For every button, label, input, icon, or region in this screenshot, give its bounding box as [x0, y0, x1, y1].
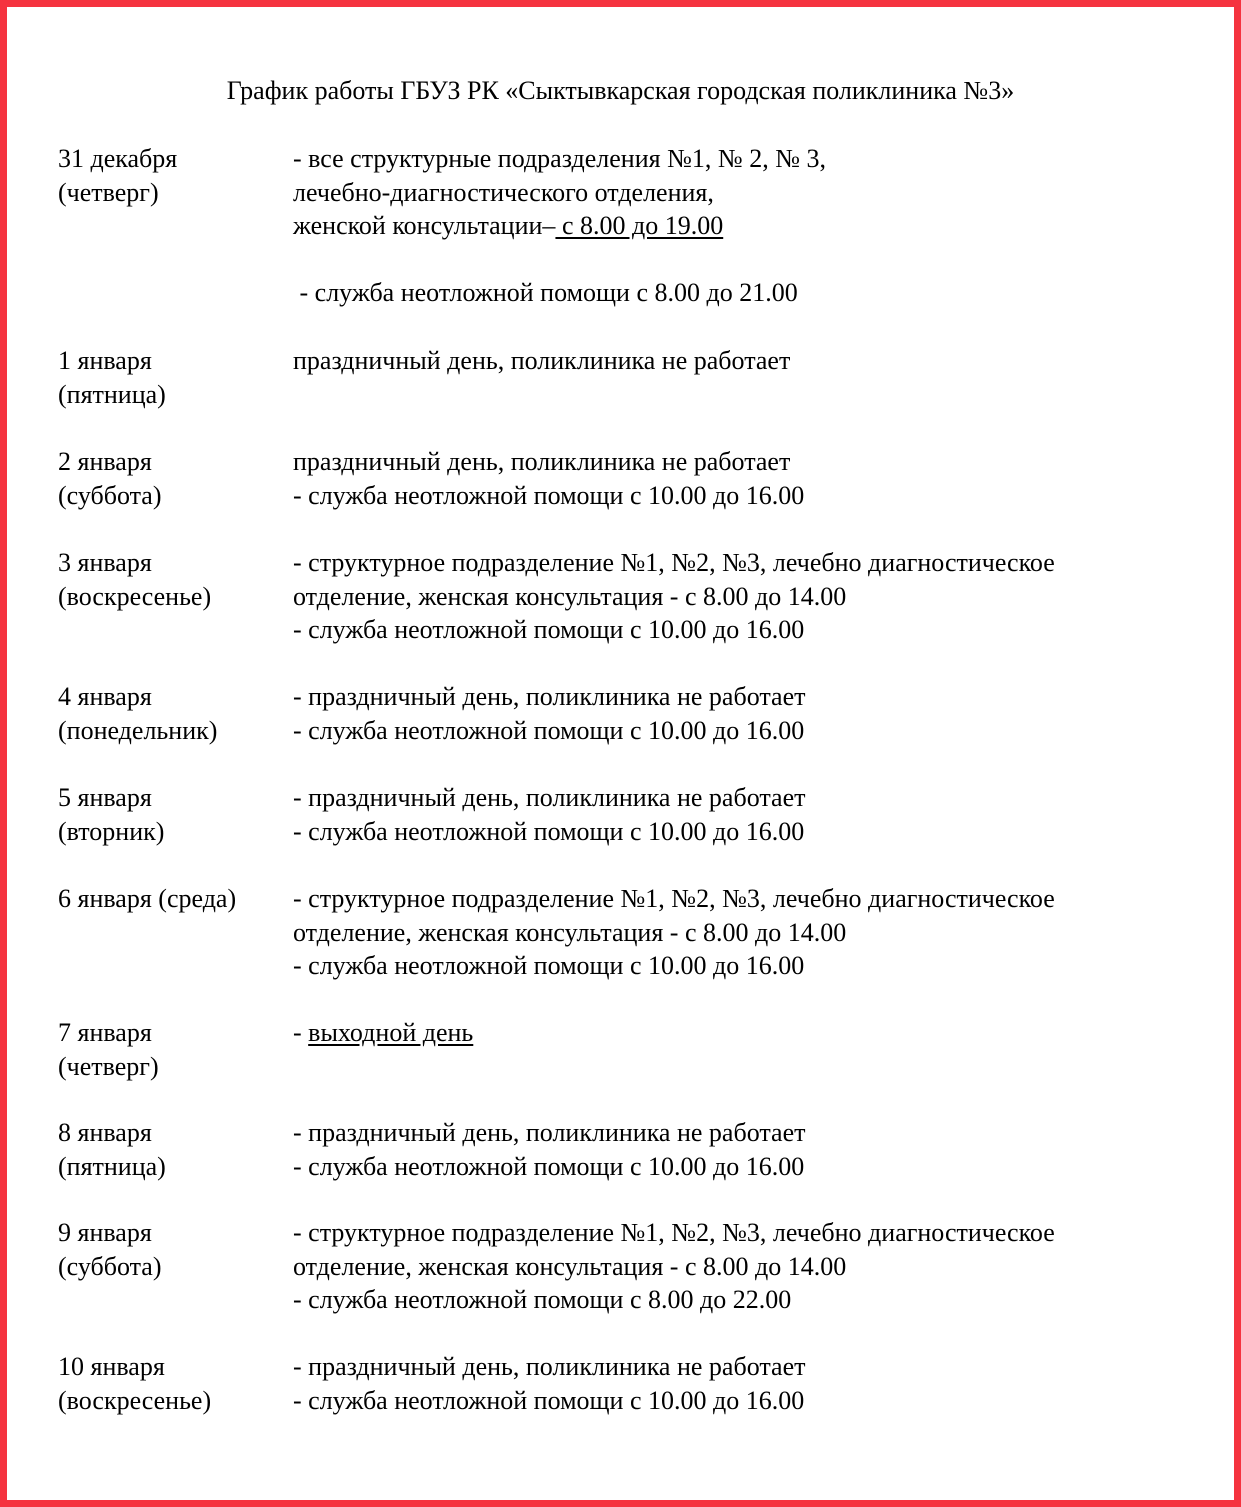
desc-line: - праздничный день, поликлиника не работает: [293, 1352, 806, 1381]
desc-line: - служба неотложной помощи с 8.00 до 22.00: [293, 1285, 792, 1315]
date-label: 9 января: [58, 1218, 152, 1247]
desc-line: - служба неотложной помощи с 10.00 до 16.00: [293, 480, 805, 510]
desc-line: женской консультации– с 8.00 до 19.00: [293, 211, 724, 241]
date-label: 4 января: [58, 682, 152, 711]
entry-description: [293, 1216, 1193, 1317]
desc-line: - служба неотложной помощи с 8.00 до 21.00: [293, 278, 798, 308]
entry-date: [58, 1016, 283, 1083]
entry-date: [58, 680, 283, 747]
entry-date: [58, 546, 283, 613]
desc-line: - праздничный день, поликлиника не работает: [293, 783, 806, 812]
entry-date: [58, 1216, 283, 1283]
underlined-hours: с 8.00 до 19.00: [555, 211, 724, 241]
desc-line: отделение, женская консультация - с 8.00 до 14.00: [293, 1251, 847, 1281]
page-title: График работы ГБУЗ РК «Сыктывкарская городская поликлиника №3»: [226, 76, 1015, 105]
weekday-label: (пятница): [58, 379, 166, 409]
desc-line: - структурное подразделение №1, №2, №3, лечебно диагностическое: [293, 1218, 1055, 1247]
date-label: 31 декабря: [58, 144, 178, 173]
entry-description: [293, 445, 1193, 512]
entry-description: [293, 1350, 1193, 1417]
entry-date: [58, 445, 283, 512]
desc-line: - служба неотложной помощи с 10.00 до 16.00: [293, 615, 805, 645]
entry-description: [293, 680, 1193, 747]
date-label: 10 января: [58, 1352, 165, 1381]
desc-line: отделение, женская консультация - с 8.00 до 14.00: [293, 581, 847, 611]
weekday-label: (четверг): [58, 177, 159, 207]
entry-description: [293, 142, 1193, 310]
desc-line: - праздничный день, поликлиника не работает: [293, 682, 806, 711]
entry-description: [293, 882, 1193, 983]
entry-date: [58, 344, 283, 411]
weekday-label: (суббота): [58, 480, 162, 510]
desc-line: - служба неотложной помощи с 10.00 до 16.00: [293, 1385, 805, 1415]
desc-line: - праздничный день, поликлиника не работает: [293, 1118, 806, 1147]
entry-description: [293, 344, 1193, 378]
date-label: 7 января: [58, 1018, 152, 1047]
entry-description: [293, 781, 1193, 848]
weekday-label: (воскресенье): [58, 1385, 212, 1415]
weekday-label: (пятница): [58, 1151, 166, 1181]
entry-date: [58, 882, 283, 916]
desc-line: [293, 243, 1193, 277]
entry-description: [293, 546, 1193, 647]
entry-description: [293, 1116, 1193, 1183]
date-label: 2 января: [58, 447, 152, 476]
desc-line: - служба неотложной помощи с 10.00 до 16.00: [293, 951, 805, 981]
entry-date: [58, 142, 283, 209]
date-label: 8 января: [58, 1118, 152, 1147]
desc-line: - структурное подразделение №1, №2, №3, лечебно диагностическое: [293, 884, 1055, 913]
desc-line: праздничный день, поликлиника не работает: [293, 447, 791, 476]
desc-line: - служба неотложной помощи с 10.00 до 16.00: [293, 1151, 805, 1181]
desc-line: отделение, женская консультация - с 8.00 до 14.00: [293, 917, 847, 947]
entry-description: [293, 1016, 1193, 1050]
date-label: 3 января: [58, 548, 152, 577]
desc-line: - все структурные подразделения №1, № 2, № 3,: [293, 144, 827, 173]
desc-line: - служба неотложной помощи с 10.00 до 16.00: [293, 715, 805, 745]
desc-line: - служба неотложной помощи с 10.00 до 16.00: [293, 816, 805, 846]
desc-line: лечебно-диагностического отделения,: [293, 177, 714, 207]
weekday-label: (суббота): [58, 1251, 162, 1281]
weekday-label: (понедельник): [58, 715, 218, 745]
entry-date: [58, 1116, 283, 1183]
weekday-label: (воскресенье): [58, 581, 212, 611]
underlined-day-off: выходной день: [308, 1018, 474, 1047]
date-label: 6 января (среда): [58, 884, 237, 913]
desc-line: - структурное подразделение №1, №2, №3, лечебно диагностическое: [293, 548, 1055, 577]
entry-date: [58, 1350, 283, 1417]
weekday-label: (четверг): [58, 1051, 159, 1081]
desc-line: праздничный день, поликлиника не работает: [293, 346, 791, 375]
date-label: 5 января: [58, 783, 152, 812]
desc-line: - выходной день: [293, 1018, 474, 1047]
weekday-label: (вторник): [58, 816, 165, 846]
date-label: 1 января: [58, 346, 152, 375]
entry-date: [58, 781, 283, 848]
